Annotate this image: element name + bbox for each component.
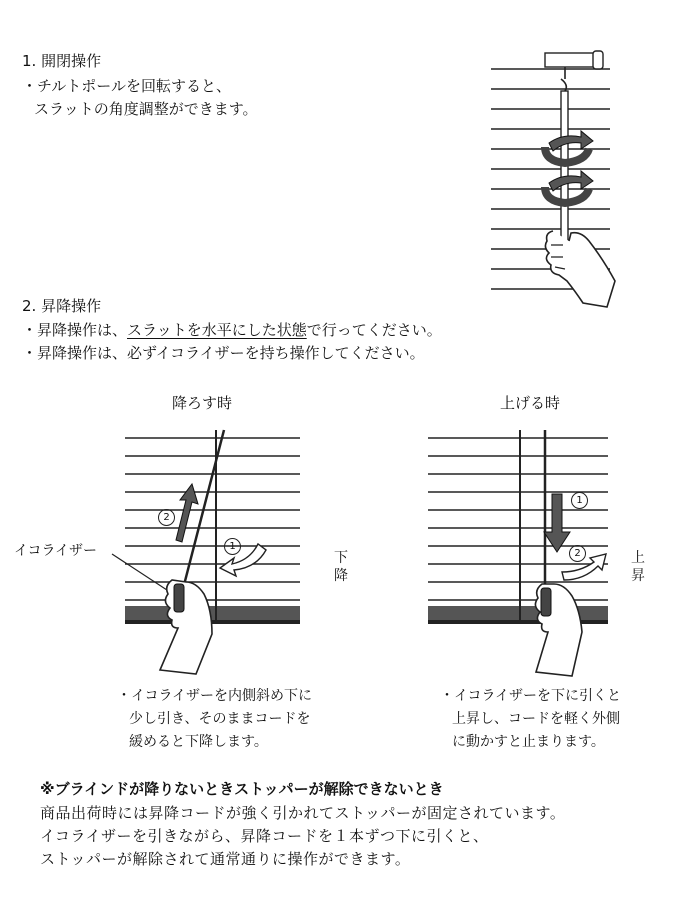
section2-line1-prefix: ・昇降操作は、: [22, 321, 128, 339]
lowering-caption-3: 緩めると下降します。: [129, 734, 268, 750]
raising-caption-3: に動かすと止まります。: [452, 734, 605, 750]
note-line-1: 商品出荷時には昇降コードが強く引かれてストッパーが固定されています。: [40, 804, 566, 822]
raising-step2-badge: 2: [569, 545, 586, 562]
lowering-side-label-1: 下: [334, 550, 348, 566]
lowering-caption-2: 少し引き、そのままコードを: [129, 711, 311, 727]
raising-illustration: [420, 420, 620, 680]
section2-line1-underlined: スラットを水平にした状態: [127, 321, 307, 339]
section2-line2: ・昇降操作は、必ずイコライザーを持ち操作してください。: [22, 344, 425, 362]
raising-step1-badge: 1: [571, 492, 588, 509]
tilt-pole-illustration: [485, 45, 685, 315]
note-heading: ※ブラインドが降りないときストッパーが解除できないとき: [40, 780, 444, 798]
section2-line1-suffix: で行ってください。: [306, 321, 442, 339]
note-line-2: イコライザーを引きながら、昇降コードを１本ずつ下に引くと、: [40, 827, 489, 845]
section2-title: 2. 昇降操作: [22, 297, 102, 315]
lowering-caption-1: ・イコライザーを内側斜め下に: [117, 688, 313, 704]
equalizer-label: イコライザー: [14, 543, 98, 559]
lowering-heading: 降ろす時: [172, 394, 233, 412]
section2-line1: [22, 319, 442, 341]
raising-heading: 上げる時: [500, 394, 561, 412]
lowering-step2-badge: 2: [158, 509, 175, 526]
raising-caption-1: ・イコライザーを下に引くと: [440, 688, 622, 704]
section1-line1: ・チルトポールを回転すると、: [22, 77, 231, 95]
raising-side-label-2: 昇: [631, 568, 645, 584]
lowering-step1-badge: 1: [224, 538, 241, 555]
raising-caption-2: 上昇し、コードを軽く外側: [452, 711, 620, 727]
raising-side-label-1: 上: [631, 550, 645, 566]
note-line-3: ストッパーが解除されて通常通りに操作ができます。: [40, 850, 411, 868]
section1-line2: スラットの角度調整ができます。: [34, 100, 258, 118]
lowering-side-label-2: 降: [334, 568, 348, 584]
section1-title: 1. 開閉操作: [22, 52, 102, 70]
